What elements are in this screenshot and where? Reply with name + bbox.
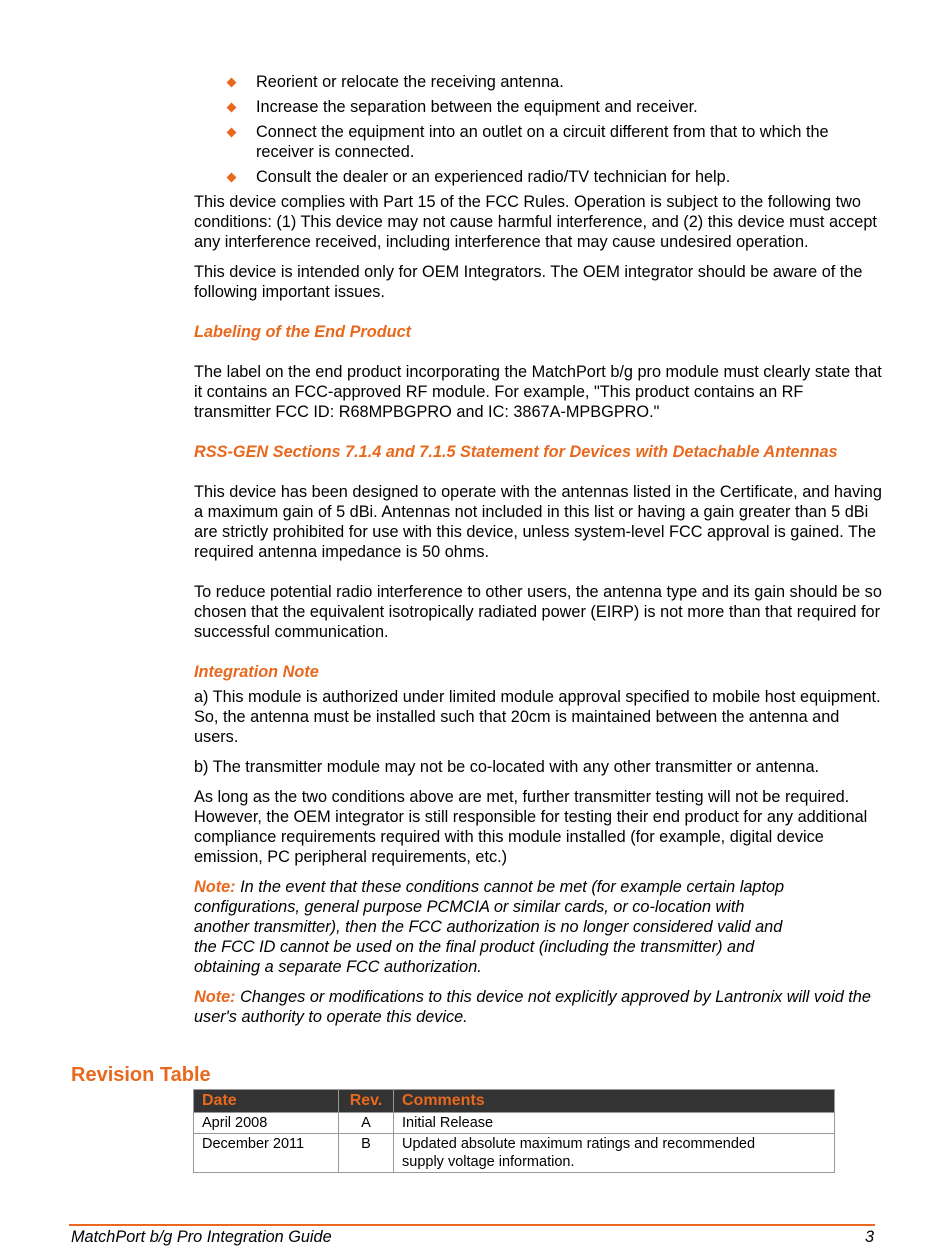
note-text: In the event that these conditions cannot be met (for example certain laptop configurations, general purpose PCMCIA or similar cards, or co-location with another transmitter), then the FCC authorization is no longer considered valid and the FCC ID cannot be used on the final product (including the transmitter) and obtaining a separate FCC authorization. — [194, 878, 785, 976]
list-item — [194, 97, 884, 117]
rss-gen-heading: RSS-GEN Sections 7.1.4 and 7.1.5 Statement for Devices with Detachable Antennas — [194, 443, 838, 461]
oem-only-paragraph: This device is intended only for OEM Integrators. The OEM integrator should be aware of the following important issues. — [194, 263, 863, 301]
list-item — [194, 122, 884, 162]
note-text: Changes or modifications to this device not explicitly approved by Lantronix will void the user's authority to operate this device. — [194, 988, 871, 1026]
integration-item-b: b) The transmitter module may not be co-located with any other transmitter or antenna. — [194, 758, 820, 776]
fcc-part15-paragraph: This device complies with Part 15 of the FCC Rules. Operation is subject to the following two conditions: (1) This device may not cause harmful interference, and (2) this device must accept any interference received, including interference that may cause undesired operation. — [194, 193, 877, 251]
footer-divider — [69, 1224, 875, 1226]
note-label: Note: — [194, 878, 236, 896]
diamond-bullet-icon — [227, 78, 237, 88]
table-header-row — [194, 1090, 835, 1113]
integration-body: As long as the two conditions above are met, further transmitter testing will not be required. However, the OEM integrator is still responsible for testing their end product for any additional compliance requirements required with this module installed (for example, digital device emission, PC peripheral requirements, etc.) — [194, 788, 868, 866]
header-comments: Comments — [394, 1090, 835, 1113]
cell-comments: Updated absolute maximum ratings and recommended supply voltage information. — [394, 1134, 835, 1173]
cell-rev: B — [339, 1134, 394, 1173]
cell-date: April 2008 — [194, 1113, 339, 1134]
labeling-body: The label on the end product incorporating the MatchPort b/g pro module must clearly state that it contains an FCC-approved RF module. For example, "This product contains an RF transmitter FCC ID: R68MPBGPRO and IC: 3867A-MPBGPRO." — [194, 363, 882, 421]
header-date: Date — [194, 1090, 339, 1113]
cell-date: December 2011 — [194, 1134, 339, 1173]
note-2 — [194, 987, 884, 1027]
labeling-heading: Labeling of the End Product — [194, 323, 412, 341]
footer-title: MatchPort b/g Pro Integration Guide — [71, 1228, 332, 1246]
diamond-bullet-icon — [227, 103, 237, 113]
cell-comments: Initial Release — [394, 1113, 835, 1134]
list-item — [194, 167, 884, 187]
bullet-list — [194, 72, 884, 187]
diamond-bullet-icon — [227, 128, 237, 138]
bullet-text: Consult the dealer or an experienced radio/TV technician for help. — [256, 168, 731, 186]
cell-rev: A — [339, 1113, 394, 1134]
header-rev: Rev. — [339, 1090, 394, 1113]
rss-gen-body-2: To reduce potential radio interference to other users, the antenna type and its gain should be so chosen that the equivalent isotropically radiated power (EIRP) is not more than that required for successful communication. — [194, 583, 882, 641]
bullet-text: Reorient or relocate the receiving antenna. — [256, 73, 564, 91]
diamond-bullet-icon — [227, 173, 237, 183]
bullet-text: Increase the separation between the equipment and receiver. — [256, 98, 698, 116]
integration-item-a: a) This module is authorized under limited module approval specified to mobile host equipment. So, the antenna must be installed such that 20cm is maintained between the antenna and users. — [194, 688, 881, 746]
table-row — [194, 1113, 835, 1134]
list-item — [194, 72, 884, 92]
note-1 — [194, 877, 884, 977]
note-label: Note: — [194, 988, 236, 1006]
page-number: 3 — [864, 1228, 874, 1246]
bullet-text: Connect the equipment into an outlet on a circuit different from that to which the receiver is connected. — [256, 123, 829, 161]
table-row — [194, 1134, 835, 1173]
revision-table — [193, 1089, 835, 1173]
main-content — [194, 72, 884, 1037]
revision-table-title: Revision Table — [71, 1064, 211, 1086]
integration-heading: Integration Note — [194, 663, 319, 681]
rss-gen-body-1: This device has been designed to operate with the antennas listed in the Certificate, and having a maximum gain of 5 dBi. Antennas not included in this list or having a gain greater than 5 dBi are strictly prohibited for use with this device, unless system-level FCC approval is gained. The required antenna impedance is 50 ohms. — [194, 483, 882, 561]
